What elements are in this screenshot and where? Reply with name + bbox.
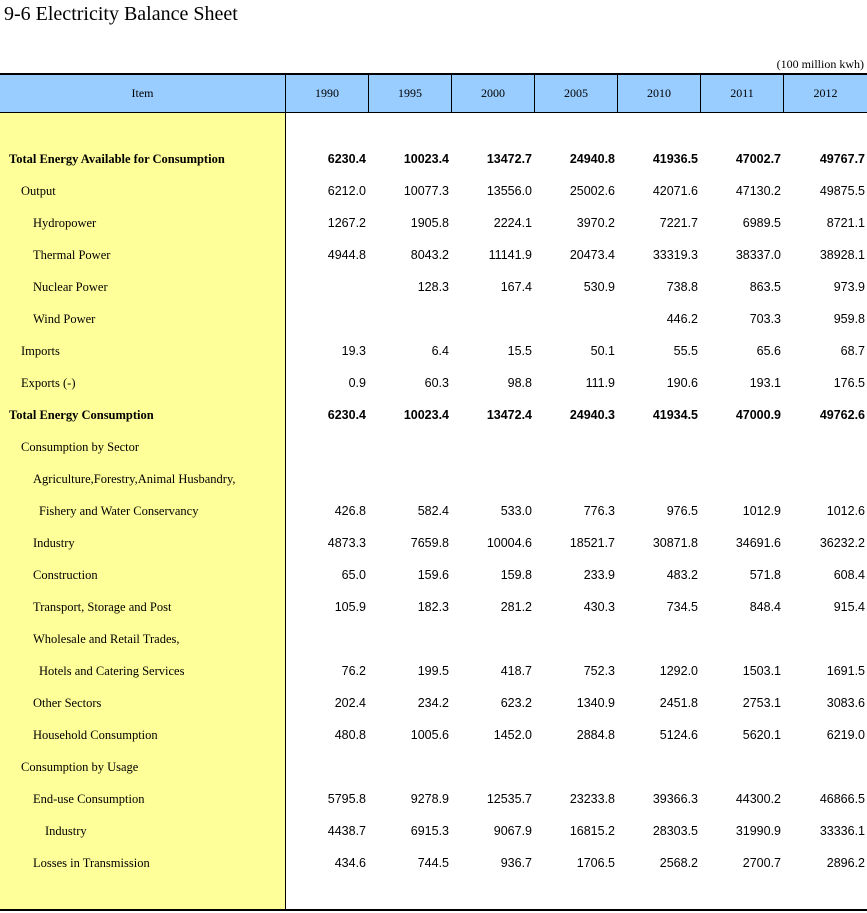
cell-2012: 38928.1 (819, 248, 865, 262)
cell-2010: 738.8 (666, 280, 698, 294)
header-year-2010: 2010 (618, 75, 701, 112)
cell-2012: 8721.1 (826, 216, 865, 230)
cell-2012: 2896.2 (826, 856, 865, 870)
cell-2012: 36232.2 (819, 536, 865, 550)
cell-2011: 848.4 (749, 600, 781, 614)
cell-1995: 1005.6 (410, 728, 449, 742)
cell-1995: 182.3 (417, 600, 449, 614)
cell-2012: 49767.7 (819, 152, 865, 166)
cell-2011: 1503.1 (742, 664, 781, 678)
row-label: Consumption by Usage (21, 760, 139, 774)
cell-1990: 4873.3 (327, 536, 366, 550)
cell-2011: 703.3 (749, 312, 781, 326)
table-row (0, 561, 867, 593)
cell-2012: 973.9 (833, 280, 865, 294)
table-row (0, 369, 867, 401)
cell-2010: 42071.6 (652, 184, 698, 198)
cell-2000: 12535.7 (486, 792, 532, 806)
cell-1995: 159.6 (417, 568, 449, 582)
cell-2005: 530.9 (583, 280, 615, 294)
cell-2005: 3970.2 (576, 216, 615, 230)
cell-1990: 4944.8 (327, 248, 366, 262)
row-label: Other Sectors (33, 696, 102, 710)
cell-2000: 533.0 (500, 504, 532, 518)
cell-2005: 1340.9 (576, 696, 615, 710)
unit-label: (100 million kwh) (776, 57, 864, 71)
cell-2011: 193.1 (749, 376, 781, 390)
cell-2010: 33319.3 (652, 248, 698, 262)
row-label: Industry (45, 824, 87, 838)
cell-2012: 176.5 (833, 376, 865, 390)
table-row (0, 753, 867, 785)
table-row (0, 401, 867, 433)
cell-1990: 202.4 (334, 696, 366, 710)
table-row (0, 721, 867, 753)
cell-2005: 752.3 (583, 664, 615, 678)
cell-2012: 68.7 (840, 344, 865, 358)
cell-2012: 49762.6 (819, 408, 865, 422)
cell-1990: 19.3 (341, 344, 366, 358)
cell-2011: 65.6 (756, 344, 781, 358)
cell-1990: 0.9 (348, 376, 366, 390)
row-label: Losses in Transmission (33, 856, 150, 870)
cell-2005: 24940.3 (569, 408, 615, 422)
cell-2005: 25002.6 (569, 184, 615, 198)
cell-1995: 10023.4 (403, 408, 449, 422)
table-header (0, 75, 867, 112)
row-label: Hotels and Catering Services (39, 664, 185, 678)
cell-2010: 446.2 (666, 312, 698, 326)
cell-1995: 582.4 (417, 504, 449, 518)
header-year-2012: 2012 (784, 75, 867, 112)
row-label: Output (21, 184, 56, 198)
cell-1990: 65.0 (341, 568, 366, 582)
row-label: Agriculture,Forestry,Animal Husbandry, (33, 472, 236, 486)
cell-2011: 571.8 (749, 568, 781, 582)
cell-2012: 959.8 (833, 312, 865, 326)
cell-2000: 13472.4 (486, 408, 532, 422)
cell-2000: 11141.9 (488, 248, 532, 262)
header-year-2000: 2000 (452, 75, 535, 112)
table-row (0, 305, 867, 337)
cell-1990: 6212.0 (327, 184, 366, 198)
table-row (0, 145, 867, 177)
cell-2000: 98.8 (507, 376, 532, 390)
cell-1995: 199.5 (417, 664, 449, 678)
cell-1990: 434.6 (334, 856, 366, 870)
cell-1995: 10023.4 (403, 152, 449, 166)
table-row (0, 337, 867, 369)
table-row (0, 241, 867, 273)
header-year-2005: 2005 (535, 75, 618, 112)
cell-1990: 5795.8 (327, 792, 366, 806)
row-label: Exports (-) (21, 376, 76, 390)
cell-2000: 623.2 (500, 696, 532, 710)
cell-2011: 5620.1 (742, 728, 781, 742)
cell-2000: 936.7 (500, 856, 532, 870)
row-label: Hydropower (33, 216, 97, 230)
cell-2000: 13556.0 (486, 184, 532, 198)
row-label: Imports (21, 344, 60, 358)
cell-2012: 1691.5 (826, 664, 865, 678)
cell-2011: 38337.0 (735, 248, 781, 262)
table-row (0, 817, 867, 849)
cell-1995: 6915.3 (410, 824, 449, 838)
table-row (0, 785, 867, 817)
cell-2010: 7221.7 (659, 216, 698, 230)
header-year-2011: 2011 (701, 75, 784, 112)
cell-2010: 39366.3 (652, 792, 698, 806)
cell-2012: 608.4 (833, 568, 865, 582)
cell-2011: 31990.9 (735, 824, 781, 838)
table-row (0, 625, 867, 657)
cell-2010: 30871.8 (652, 536, 698, 550)
row-label: Nuclear Power (33, 280, 108, 294)
cell-2000: 167.4 (500, 280, 532, 294)
cell-2005: 1706.5 (576, 856, 615, 870)
cell-1990: 6230.4 (327, 408, 366, 422)
cell-1995: 744.5 (417, 856, 449, 870)
cell-2010: 734.5 (666, 600, 698, 614)
table-row (0, 273, 867, 305)
table-row (0, 529, 867, 561)
cell-1995: 234.2 (417, 696, 449, 710)
cell-1990: 4438.7 (327, 824, 366, 838)
row-label: Consumption by Sector (21, 440, 140, 454)
cell-2010: 41936.5 (652, 152, 698, 166)
table-row (0, 433, 867, 465)
cell-2000: 15.5 (507, 344, 532, 358)
cell-2010: 483.2 (666, 568, 698, 582)
row-label: Fishery and Water Conservancy (39, 504, 199, 518)
header-year-1990: 1990 (286, 75, 369, 112)
cell-2000: 2224.1 (493, 216, 532, 230)
cell-1995: 10077.3 (403, 184, 449, 198)
cell-1990: 480.8 (334, 728, 366, 742)
cell-2010: 5124.6 (659, 728, 698, 742)
cell-2000: 281.2 (500, 600, 532, 614)
cell-2010: 41934.5 (652, 408, 698, 422)
cell-2012: 3083.6 (826, 696, 865, 710)
row-label: Total Energy Available for Consumption (9, 152, 225, 166)
cell-2005: 24940.8 (569, 152, 615, 166)
cell-2010: 28303.5 (652, 824, 698, 838)
cell-2012: 1012.6 (826, 504, 865, 518)
cell-1990: 76.2 (341, 664, 366, 678)
cell-1990: 1267.2 (327, 216, 366, 230)
cell-2000: 13472.7 (486, 152, 532, 166)
cell-1995: 60.3 (424, 376, 449, 390)
table-row (0, 593, 867, 625)
cell-2005: 776.3 (583, 504, 615, 518)
cell-2012: 46866.5 (819, 792, 865, 806)
table-row (0, 849, 867, 881)
row-label: Construction (33, 568, 98, 582)
cell-2010: 1292.0 (659, 664, 698, 678)
cell-1995: 1905.8 (410, 216, 449, 230)
row-label: Transport, Storage and Post (33, 600, 172, 614)
header-item: Item (0, 75, 286, 112)
cell-1995: 128.3 (417, 280, 449, 294)
cell-2012: 915.4 (833, 600, 865, 614)
cell-2011: 47002.7 (735, 152, 781, 166)
cell-2011: 47130.2 (735, 184, 781, 198)
cell-1995: 8043.2 (410, 248, 449, 262)
cell-2011: 2753.1 (742, 696, 781, 710)
cell-2005: 2884.8 (576, 728, 615, 742)
cell-1995: 7659.8 (410, 536, 449, 550)
cell-2011: 2700.7 (742, 856, 781, 870)
cell-2012: 6219.0 (826, 728, 865, 742)
cell-2012: 33336.1 (819, 824, 865, 838)
cell-1990: 426.8 (334, 504, 366, 518)
row-label: Thermal Power (33, 248, 111, 262)
cell-2010: 2568.2 (659, 856, 698, 870)
row-label: Household Consumption (33, 728, 158, 742)
row-label: Wind Power (33, 312, 96, 326)
cell-2005: 430.3 (583, 600, 615, 614)
cell-2011: 47000.9 (735, 408, 781, 422)
table-row (0, 689, 867, 721)
row-label: End-use Consumption (33, 792, 145, 806)
cell-2005: 233.9 (583, 568, 615, 582)
table-row (0, 209, 867, 241)
row-label: Industry (33, 536, 75, 550)
cell-2011: 863.5 (749, 280, 781, 294)
table-row (0, 465, 867, 497)
cell-2010: 976.5 (666, 504, 698, 518)
cell-2005: 50.1 (590, 344, 615, 358)
cell-2010: 55.5 (673, 344, 698, 358)
header-year-1995: 1995 (369, 75, 452, 112)
cell-2000: 1452.0 (493, 728, 532, 742)
cell-2005: 16815.2 (569, 824, 615, 838)
cell-1990: 105.9 (334, 600, 366, 614)
balance-table (0, 73, 867, 911)
row-label: Total Energy Consumption (9, 408, 154, 422)
cell-2000: 10004.6 (486, 536, 532, 550)
cell-2011: 6989.5 (742, 216, 781, 230)
table-bottom-rule (0, 909, 867, 911)
cell-2000: 418.7 (500, 664, 532, 678)
cell-2000: 9067.9 (493, 824, 532, 838)
cell-1995: 6.4 (431, 344, 449, 358)
table-row (0, 497, 867, 529)
cell-2010: 2451.8 (659, 696, 698, 710)
cell-2000: 159.8 (500, 568, 532, 582)
cell-2005: 18521.7 (569, 536, 615, 550)
cell-1990: 6230.4 (327, 152, 366, 166)
cell-1995: 9278.9 (410, 792, 449, 806)
row-label: Wholesale and Retail Trades, (33, 632, 180, 646)
cell-2005: 23233.8 (569, 792, 615, 806)
page-title: 9-6 Electricity Balance Sheet (4, 3, 238, 25)
table-row (0, 177, 867, 209)
cell-2011: 34691.6 (735, 536, 781, 550)
cell-2011: 44300.2 (735, 792, 781, 806)
cell-2011: 1012.9 (742, 504, 781, 518)
cell-2005: 111.9 (585, 376, 615, 390)
cell-2005: 20473.4 (569, 248, 615, 262)
table-row (0, 657, 867, 689)
cell-2012: 49875.5 (819, 184, 865, 198)
cell-2010: 190.6 (666, 376, 698, 390)
